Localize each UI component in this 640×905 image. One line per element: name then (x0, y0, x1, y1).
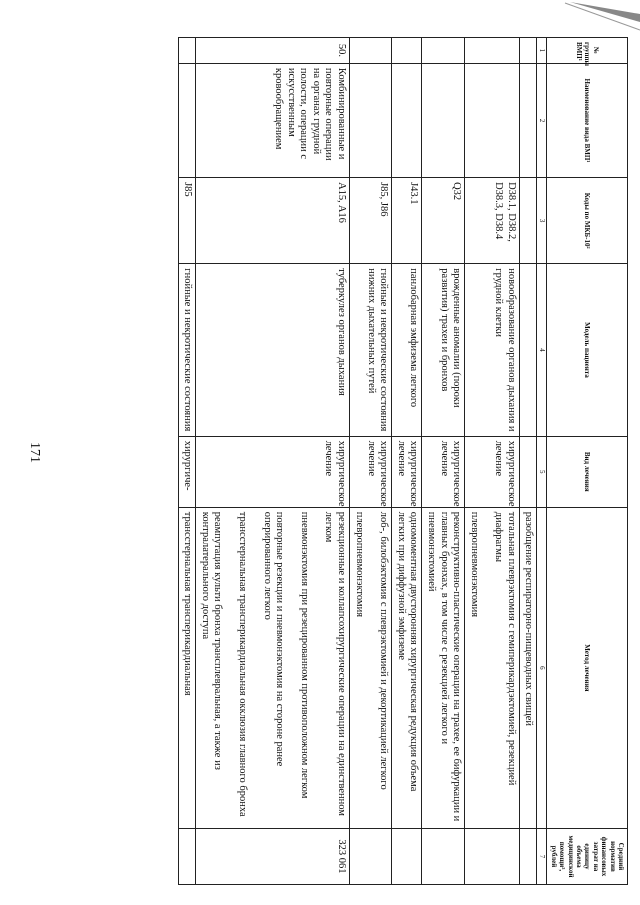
patient-model-cell: врожденные аномалии (пороки развития) трахеи и бронхов (422, 264, 465, 436)
icd-codes-cell: J85, J86 (349, 178, 391, 264)
rotated-table-sheet (68, 37, 628, 885)
header-treatment-method: Метод лечения (547, 507, 628, 828)
treatment-type-cell: хирургическое лечение (196, 436, 350, 507)
patient-model-cell: новообразование органов дыхания и грудной клетки (465, 264, 520, 436)
column-number: 3 (537, 178, 547, 264)
header-icd-codes: Коды по МКБ-10² (547, 178, 628, 264)
treatment-type-cell: хирургическое лечение (465, 436, 520, 507)
method-text: реконструктивно-пластические операции на трахее, ее бифуркации и главных бронхах, в том числе с резекцией легкого и пневмонэктомией (425, 511, 463, 822)
cost-standard-cell: 323 061 (196, 828, 350, 884)
treatment-type-cell: хирургическое лечение (349, 436, 391, 507)
method-text: тотальная плеврэктомия с гемиперикардэктомией, резекцией диафрагмы (493, 511, 517, 786)
method-text: пневмонэктомия при резецированном противоположном легком (298, 511, 310, 799)
column-number: 6 (537, 507, 547, 828)
treatment-method-cell (349, 507, 391, 828)
icd-codes-cell: Q32 (422, 178, 465, 264)
vmp-table (178, 37, 628, 885)
table-row (422, 38, 465, 885)
table-row (178, 38, 196, 885)
treatment-type-cell: хирургическое лечение (392, 436, 422, 507)
icd-codes-cell: J43.1 (392, 178, 422, 264)
scan-corner-artifact (560, 0, 640, 40)
icd-codes-cell: D38.1, D38.2, D38.3, D38.4 (465, 178, 520, 264)
method-text: одномоментная двусторонняя хирургическая редукция объема легких при диффузной эмфиземе (395, 511, 420, 792)
method-text: лоб-, билобэктомия с плеврэктомией и декортикацией легкого (378, 511, 390, 790)
page-number: 171 (27, 442, 42, 463)
treatment-type-cell: хирургиче- (178, 436, 196, 507)
table-row (519, 38, 537, 885)
treatment-method-cell (465, 507, 520, 828)
method-text: плевропневмонэктомия (353, 511, 365, 618)
method-text: реампутация культи бронха трансплевральная, а также из контралатерального доступа (199, 511, 224, 770)
vmp-name-cell: Комбинированные и повторные операции на органах грудной полости, операции с искусственным кровообращением (196, 63, 350, 177)
treatment-method-cell (196, 507, 350, 828)
patient-model-cell: панлобарная эмфизема легкого (392, 264, 422, 436)
method-text: разобщение респираторно-пищеводных свищей (523, 511, 535, 726)
column-number: 7 (537, 828, 547, 884)
patient-model-cell: туберкулез органов дыхания (196, 264, 350, 436)
column-number: 1 (537, 38, 547, 64)
column-number: 4 (537, 264, 547, 436)
group-number-cell: 50. (196, 38, 350, 64)
header-vmp-name: Наименование вида ВМП¹ (547, 63, 628, 177)
header-group-number: № группы ВМП¹ (547, 38, 628, 64)
patient-model-cell: гнойные и некротические состояния нижних дыхательных путей (349, 264, 391, 436)
method-text: повторные резекции и пневмонэктомия на стороне ранее оперированного легкого (261, 511, 286, 767)
method-text: трансстернальная трансперикардиальная (182, 511, 194, 696)
table-row (465, 38, 520, 885)
treatment-method-cell (422, 507, 465, 828)
table-row (392, 38, 422, 885)
treatment-type-cell: хирургическое лечение (422, 436, 465, 507)
table-row (196, 38, 350, 885)
table-header-row (547, 38, 628, 885)
column-number-row (537, 38, 547, 885)
treatment-method-cell (178, 507, 196, 828)
method-text: трансстернальная трансперикардиальная окклюзия главного бронха (236, 511, 248, 817)
icd-codes-cell: J85 (178, 178, 196, 264)
treatment-method-cell (519, 507, 537, 828)
header-treatment-type: Вид лечения (547, 436, 628, 507)
table-row (349, 38, 391, 885)
method-text: резекционные и коллапсохирургические операции на единственном легком (323, 511, 347, 816)
patient-model-cell: гнойные и некротические состояния (178, 264, 196, 436)
column-number: 2 (537, 63, 547, 177)
header-patient-model: Модель пациента (547, 264, 628, 436)
method-text: плевропневмонэктомия (468, 511, 480, 618)
column-number: 5 (537, 436, 547, 507)
icd-codes-cell: A15, A16 (196, 178, 350, 264)
treatment-method-cell (392, 507, 422, 828)
header-cost-standard: Средний норматив финансовых затрат на единицу объема медицинской помощи³, рублей (547, 828, 628, 884)
